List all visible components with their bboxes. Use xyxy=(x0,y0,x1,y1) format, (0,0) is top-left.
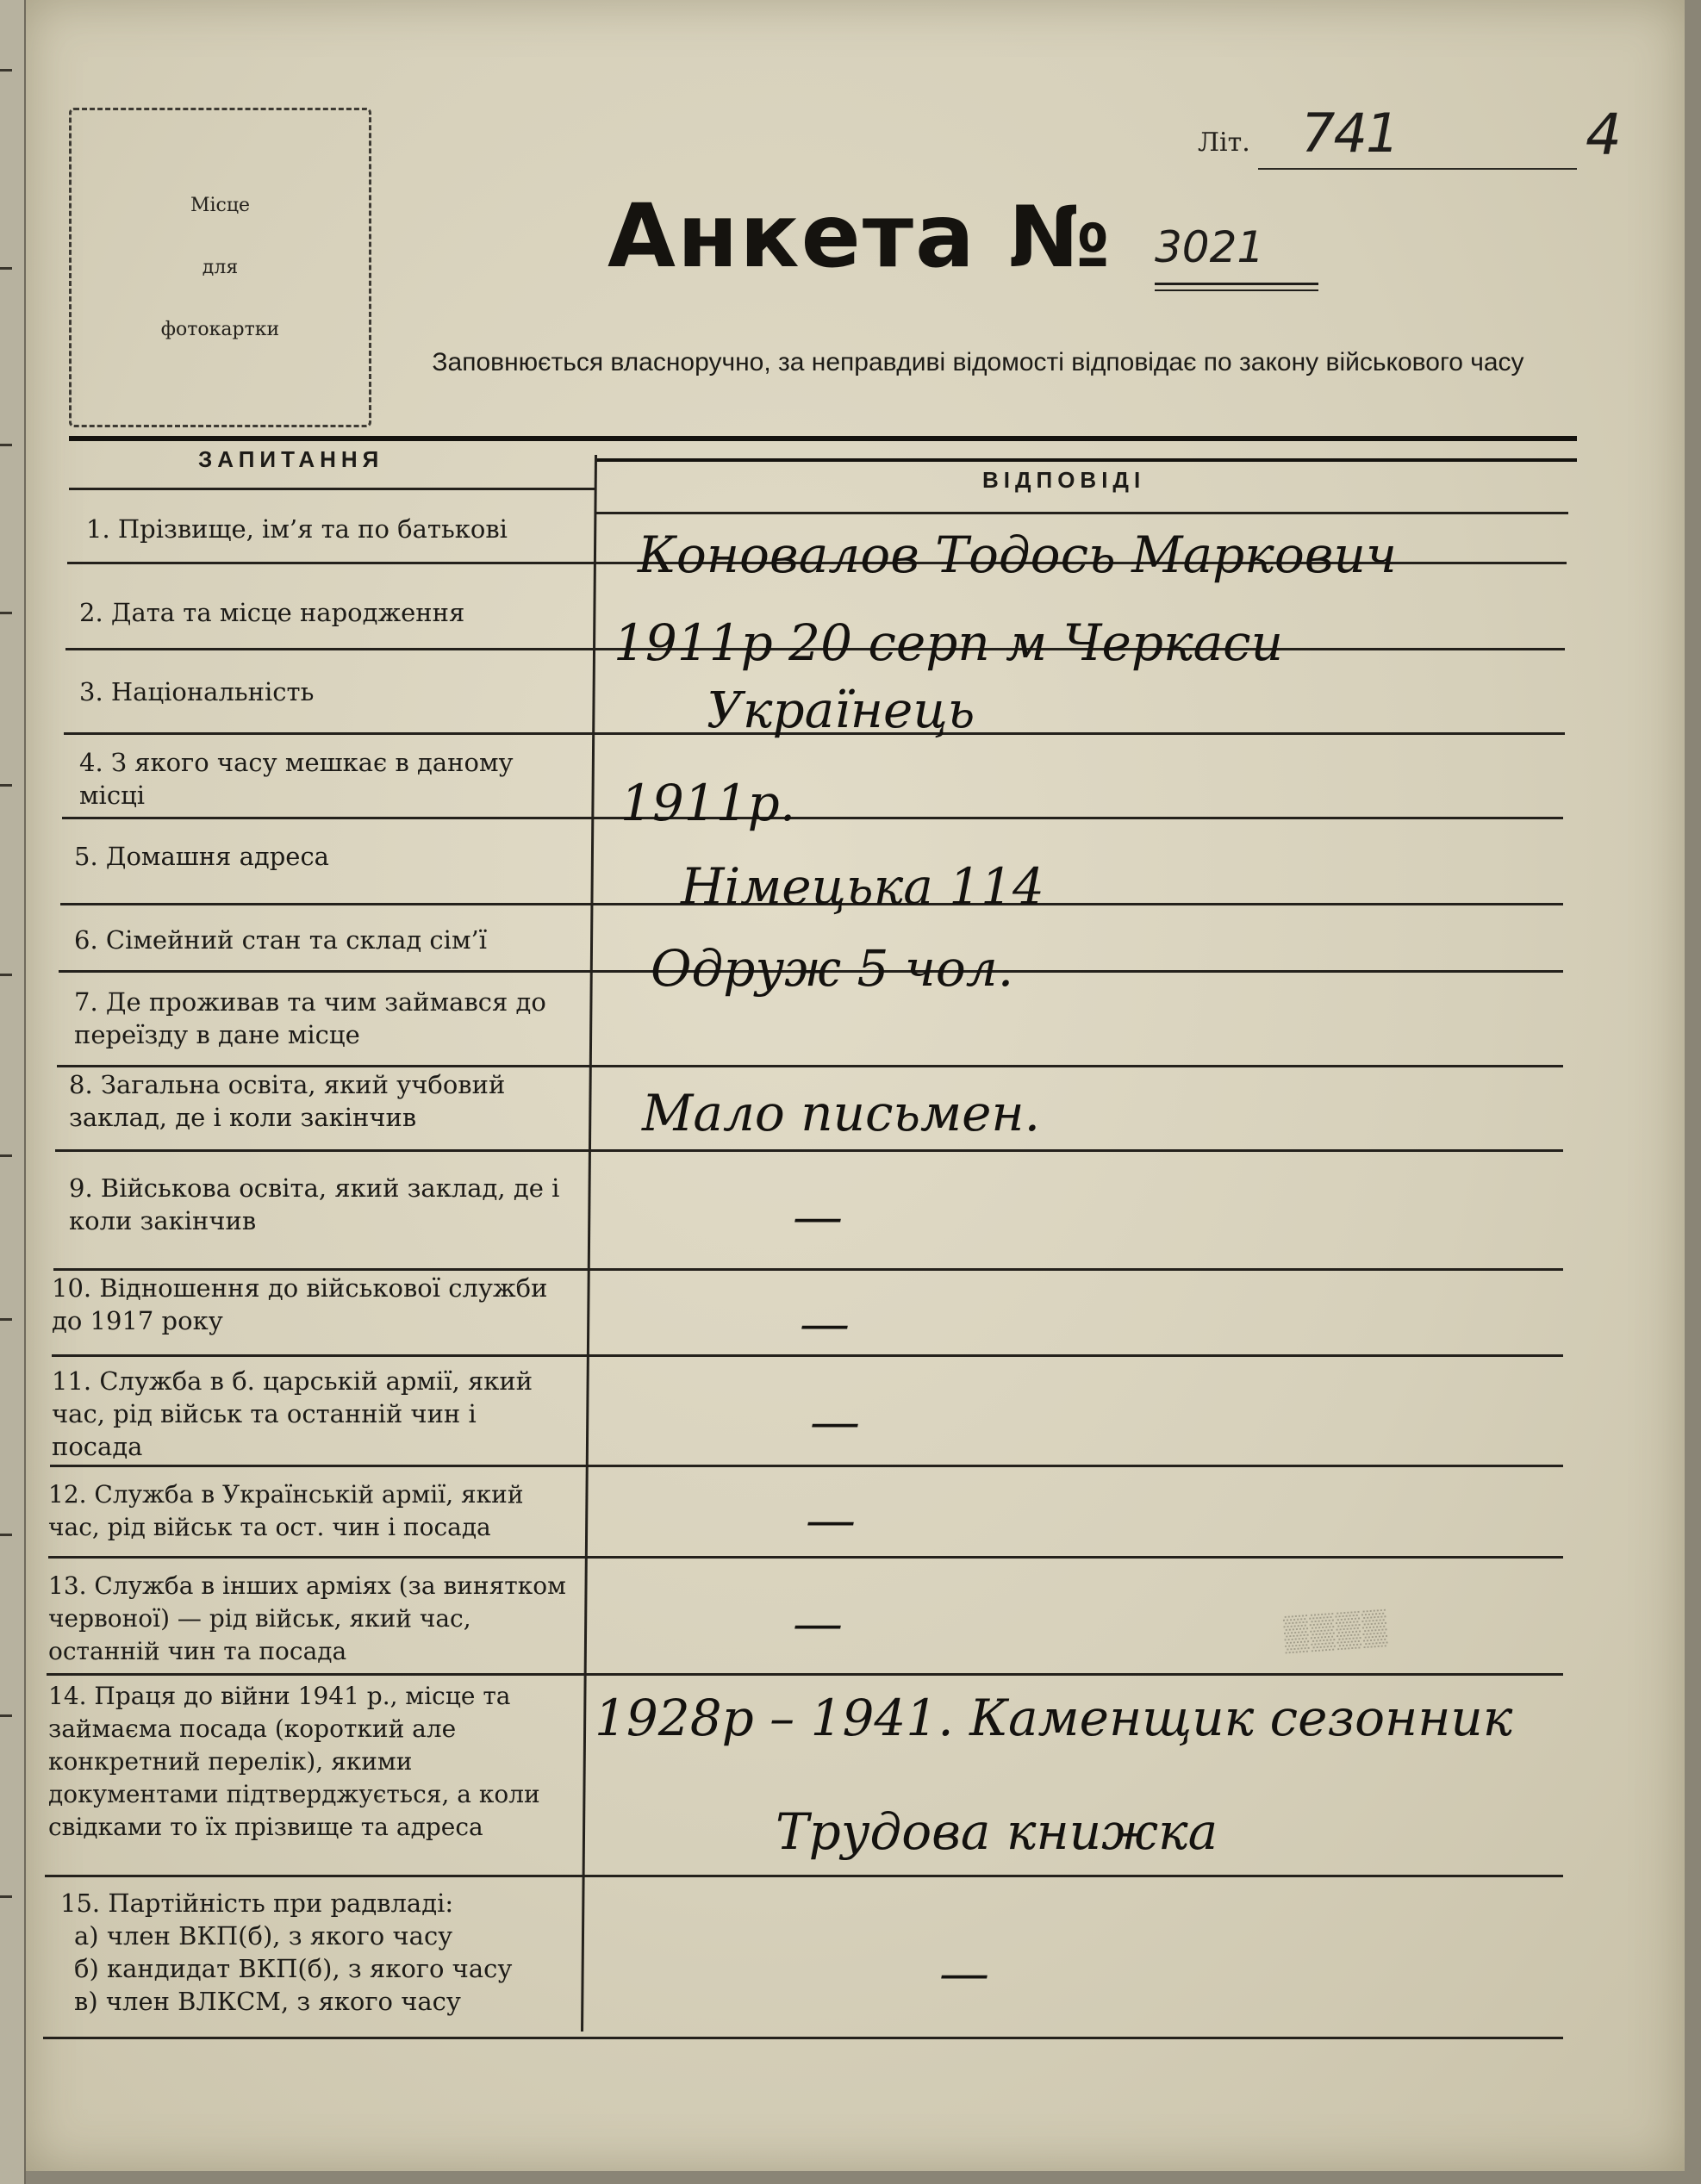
question-15-option: в) член ВЛКСМ, з якого часу xyxy=(74,1987,461,2016)
row-divider xyxy=(53,1268,1563,1271)
question-4: 4. З якого часу мешкає в даному місці xyxy=(79,748,514,810)
row-divider xyxy=(69,488,595,490)
row-divider xyxy=(62,817,1563,819)
question-3: 3. Національність xyxy=(79,677,315,706)
answer-8: Мало письмен. xyxy=(642,1084,1041,1142)
question-13: 13. Служба в інших арміях (за винятком червоної) — рід військ, який час, останній чин та посада xyxy=(48,1571,566,1665)
edge-mark xyxy=(0,612,12,614)
page-title xyxy=(608,185,1112,288)
number-sign: № xyxy=(1008,189,1112,287)
row-divider xyxy=(47,1673,1563,1676)
form-number-underline xyxy=(1155,283,1318,285)
answer-10: — xyxy=(800,1294,850,1353)
photo-label-line: Місце xyxy=(190,194,251,216)
edge-mark xyxy=(0,1318,12,1321)
lit-label: Літ. xyxy=(1198,128,1250,158)
form-number-underline xyxy=(1155,289,1318,291)
row-divider xyxy=(45,1875,1563,1877)
lit-underline xyxy=(1258,168,1577,170)
edge-mark xyxy=(0,444,12,446)
row-divider xyxy=(43,2037,1563,2039)
question-14: 14. Праця до війни 1941 р., місце та займаєма посада (короткий але конкретний перелік), якими документами підтверджується, а коли свідками то їх прізвище та адреса xyxy=(48,1682,540,1841)
faint-stamp: ▒▒▒▒ xyxy=(1282,1607,1390,1653)
question-11: 11. Служба в б. царській армії, який час, рід військ та останній чин і посада xyxy=(52,1366,533,1461)
instruction-text: Заповнюється власноручно, за неправдиві відомості відповідає по закону військового часу xyxy=(432,348,1524,376)
edge-mark xyxy=(0,69,12,72)
title-text: Анкета xyxy=(608,185,976,288)
row-divider xyxy=(57,1065,1563,1067)
edge-mark xyxy=(0,267,12,270)
question-6: 6. Сімейний стан та склад сім’ї xyxy=(74,925,487,955)
row-divider xyxy=(55,1149,1563,1152)
photo-label-line: для xyxy=(202,256,239,278)
question-5: 5. Домашня адреса xyxy=(74,842,329,871)
answer-13: — xyxy=(793,1594,843,1652)
photo-label-line: фотокартки xyxy=(160,318,280,340)
answer-12: — xyxy=(806,1490,856,1549)
questions-column-header: ЗАПИТАННЯ xyxy=(198,446,384,472)
answer-15: — xyxy=(939,1944,989,2002)
question-15-title: 15. Партійність при радвладі: xyxy=(60,1888,454,1918)
answer-14: 1928р – 1941. Каменщик сезонник xyxy=(595,1689,1513,1747)
question-2: 2. Дата та місце народження xyxy=(79,598,465,627)
answer-9: — xyxy=(793,1187,843,1246)
row-divider xyxy=(50,1465,1563,1467)
question-9: 9. Військова освіта, який заклад, де і коли закінчив xyxy=(69,1173,560,1235)
header-rule xyxy=(595,458,1577,462)
edge-mark xyxy=(0,1154,12,1157)
answer-3: Українець xyxy=(707,681,975,739)
edge-mark xyxy=(0,1895,12,1898)
edge-mark xyxy=(0,1714,12,1717)
question-15-option: б) кандидат ВКП(б), з якого часу xyxy=(74,1954,513,1983)
row-divider xyxy=(595,512,1568,514)
question-12: 12. Служба в Українській армії, який час, рід військ та ост. чин і посада xyxy=(48,1480,524,1541)
question-1: 1. Прізвище, ім’я та по батькові xyxy=(86,514,508,544)
question-15-option: а) член ВКП(б), з якого часу xyxy=(74,1921,453,1951)
answer-14-document: Трудова книжка xyxy=(776,1802,1218,1861)
answer-1: Коновалов Тодось Маркович xyxy=(638,526,1397,584)
answer-5: Німецька 114 xyxy=(681,857,1044,916)
edge-mark xyxy=(0,1534,12,1536)
photo-placeholder xyxy=(69,108,371,427)
form-number: 3021 xyxy=(1155,222,1265,272)
answer-6: Одруж 5 чол. xyxy=(651,939,1014,998)
lit-value: 741 xyxy=(1301,102,1399,165)
answer-11: — xyxy=(810,1392,860,1451)
edge-mark xyxy=(0,784,12,787)
row-divider xyxy=(48,1556,1563,1559)
answer-2: 1911р 20 серп м Черкаси xyxy=(614,613,1283,672)
question-15 xyxy=(60,1887,577,2018)
edge-mark xyxy=(0,974,12,976)
page-number: 4 xyxy=(1586,102,1622,168)
answer-4: 1911р. xyxy=(620,774,796,832)
row-divider xyxy=(52,1354,1563,1357)
header-rule xyxy=(69,436,1577,441)
question-7: 7. Де проживав та чим займався до переїзду в дане місце xyxy=(74,987,546,1049)
adjacent-page-edge xyxy=(0,0,26,2184)
question-8: 8. Загальна освіта, який учбовий заклад, де і коли закінчив xyxy=(69,1070,506,1132)
answers-column-header: ВІДПОВІДІ xyxy=(982,467,1146,493)
question-10: 10. Відношення до військової служби до 1917 року xyxy=(52,1273,548,1335)
